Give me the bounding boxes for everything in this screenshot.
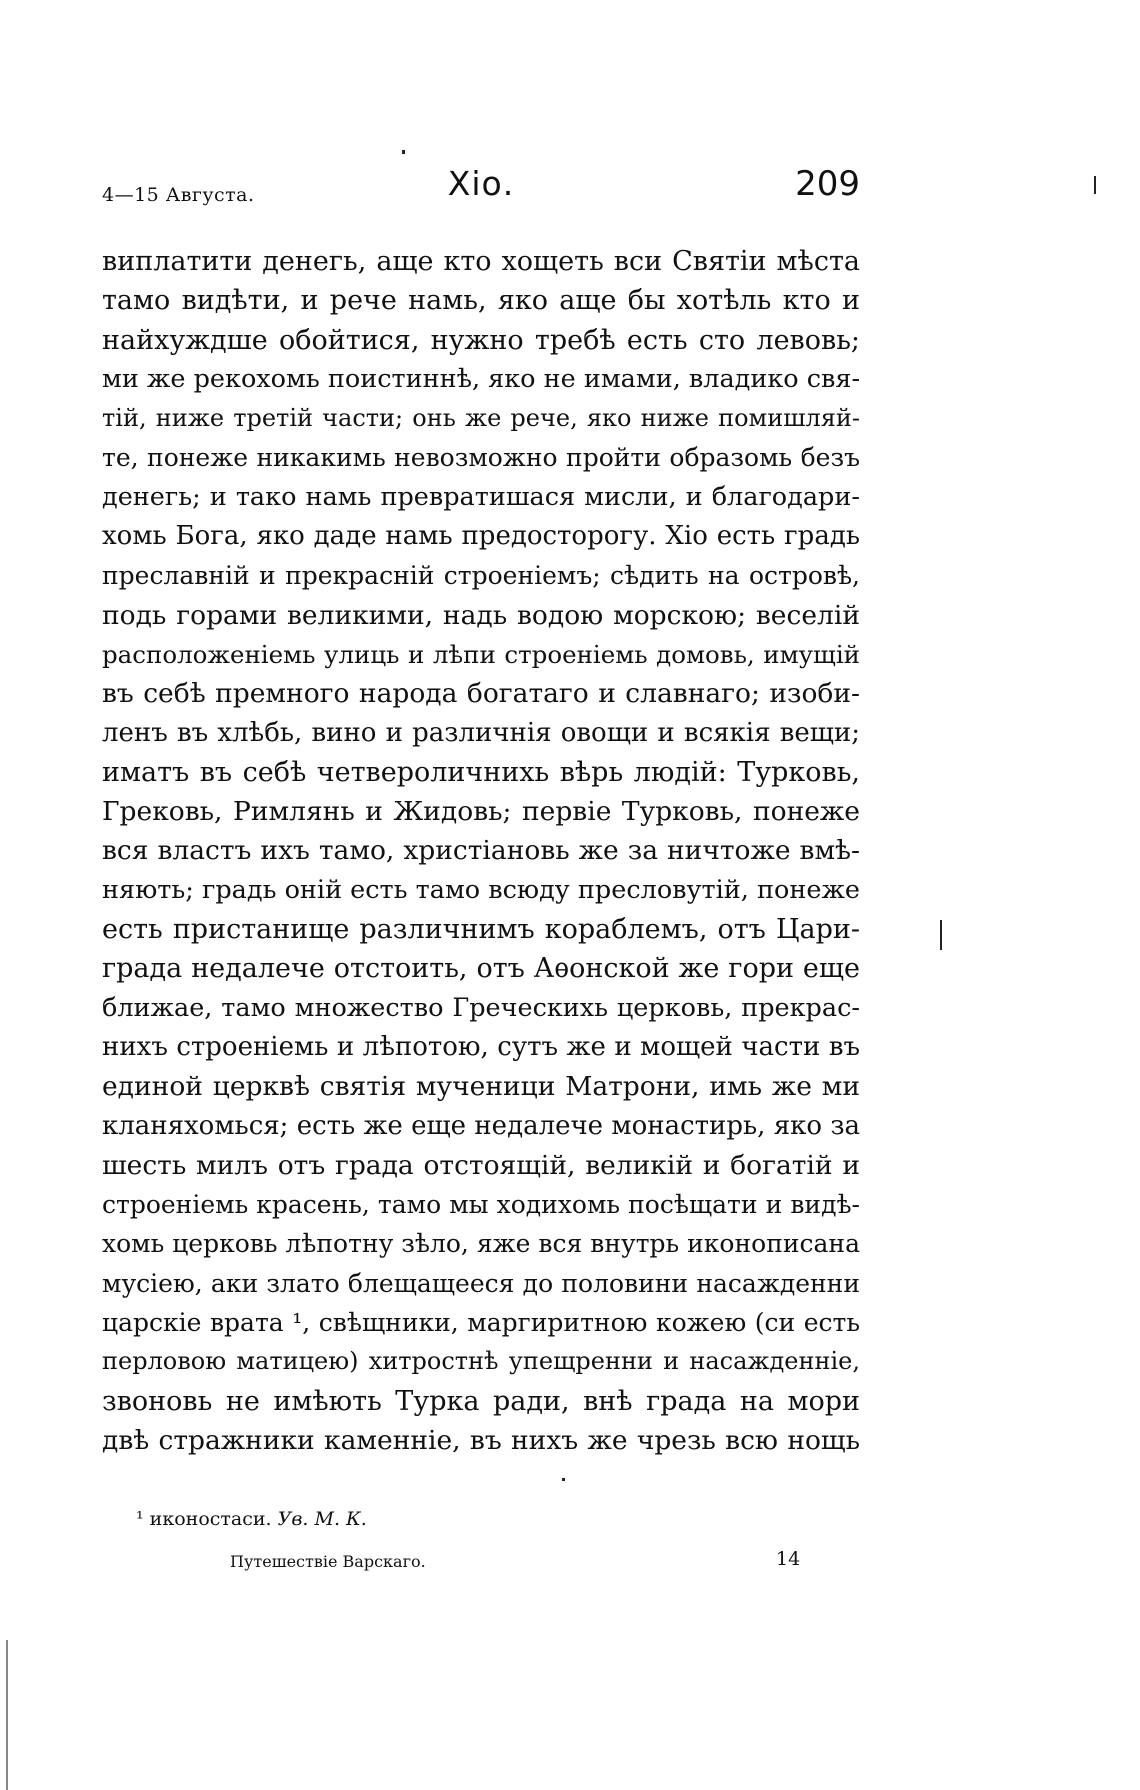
text-line: расположеніемь улиць и лѣпи строеніемь домовь, имущій bbox=[102, 639, 860, 669]
text-line: найхуждше обойтися, нужно требѣ есть сто левовь; bbox=[102, 324, 860, 356]
text-line: няють; градь оній есть тамо всюду пресловутій, понеже bbox=[102, 874, 860, 905]
text-line: Грековь, Римлянь и Жидовь; первіе Турковь, понеже bbox=[102, 796, 860, 828]
text-line: перловою матицею) хитростнѣ упещренни и насажденніе, bbox=[102, 1347, 860, 1376]
text-line: двѣ стражники каменніе, въ нихъ же чрезь всю нощь bbox=[102, 1424, 860, 1456]
footnote-source: Ув. М. К. bbox=[277, 1508, 367, 1530]
sheet-number: 14 bbox=[776, 1548, 801, 1570]
text-line: царскіе врата ¹, свѣщники, маргиритною кожею (си есть bbox=[102, 1308, 860, 1338]
text-line: те, понеже никакимь невозможно пройти образомь безъ bbox=[102, 443, 860, 473]
text-line: есть пристанище различнимъ кораблемъ, отъ Цари- bbox=[102, 914, 860, 946]
header-date-range: 4—15 Августа. bbox=[102, 184, 255, 206]
text-line: денегь; и тако намь превратишася мисли, и благодари- bbox=[102, 481, 860, 512]
text-line: хомь церковь лѣпотну зѣло, яже вся внутрь иконописана bbox=[102, 1229, 860, 1259]
text-line: тій, ниже третій части; онь же рече, яко ниже помишляй- bbox=[102, 404, 860, 433]
text-line: ленъ въ хлѣбь, вино и различнія овощи и всякія вещи; bbox=[102, 717, 860, 748]
footnote bbox=[136, 1508, 367, 1530]
footnote-text: иконостаси. bbox=[149, 1508, 272, 1530]
body-text bbox=[102, 242, 860, 1460]
text-line: единой церквѣ святія мученици Матрони, имь же ми bbox=[102, 1071, 860, 1103]
running-header bbox=[102, 162, 860, 222]
text-line: тамо видѣти, и рече намь, яко аще бы хотѣль кто и bbox=[102, 285, 860, 317]
text-line: иматъ въ себѣ четвероличнихь вѣрь людій: Турковь, bbox=[102, 756, 860, 788]
text-line: шесть милъ отъ града отстоящій, великій и богатій и bbox=[102, 1149, 860, 1181]
text-line: кланяхомься; есть же еще недалече монастирь, яко за bbox=[102, 1110, 860, 1141]
text-line: звоновь не имѣють Турка ради, внѣ града на мори bbox=[102, 1385, 860, 1417]
scan-speck bbox=[6, 1640, 8, 1790]
signature-line: Путешествіе Варскаго. bbox=[230, 1552, 426, 1571]
text-line: мусіею, аки злато блещащееся до половини насажденни bbox=[102, 1268, 860, 1298]
text-line: града недалече отстоить, отъ Аѳонской же гори еще bbox=[102, 953, 860, 985]
text-line: преславній и прекрасній строеніемъ; сѣдить на островѣ, bbox=[102, 561, 860, 591]
text-line: въ себѣ премного народа богатаго и славнаго; изоби- bbox=[102, 678, 860, 710]
scan-speck bbox=[402, 150, 405, 154]
text-line: виплатити денегь, аще кто хощеть вси Святіи мѣста bbox=[102, 246, 860, 277]
header-title: Хіо. bbox=[447, 164, 515, 203]
text-line: ближае, тамо множество Греческихь церковь, прекрас- bbox=[102, 992, 860, 1023]
text-line: хомь Бога, яко даде намь предосторогу. Хіо есть градь bbox=[102, 521, 860, 552]
text-line: нихъ строеніемь и лѣпотою, сутъ же и мощей части въ bbox=[102, 1031, 860, 1062]
text-line: ми же рекохомь поистиннѣ, яко не имами, владико свя- bbox=[102, 363, 860, 394]
text-line: вся властъ ихъ тамо, христіановь же за ничтоже вмѣ- bbox=[102, 835, 860, 867]
scan-speck bbox=[562, 1478, 565, 1481]
text-line: подь горами великими, надь водою морскою; веселій bbox=[102, 599, 860, 631]
page-number: 209 bbox=[795, 164, 860, 204]
text-line: строеніемь красень, тамо мы ходихомь посѣщати и видѣ- bbox=[102, 1190, 860, 1220]
footnote-marker: ¹ bbox=[136, 1508, 144, 1530]
scan-speck bbox=[940, 920, 942, 950]
scan-speck bbox=[1094, 176, 1096, 194]
